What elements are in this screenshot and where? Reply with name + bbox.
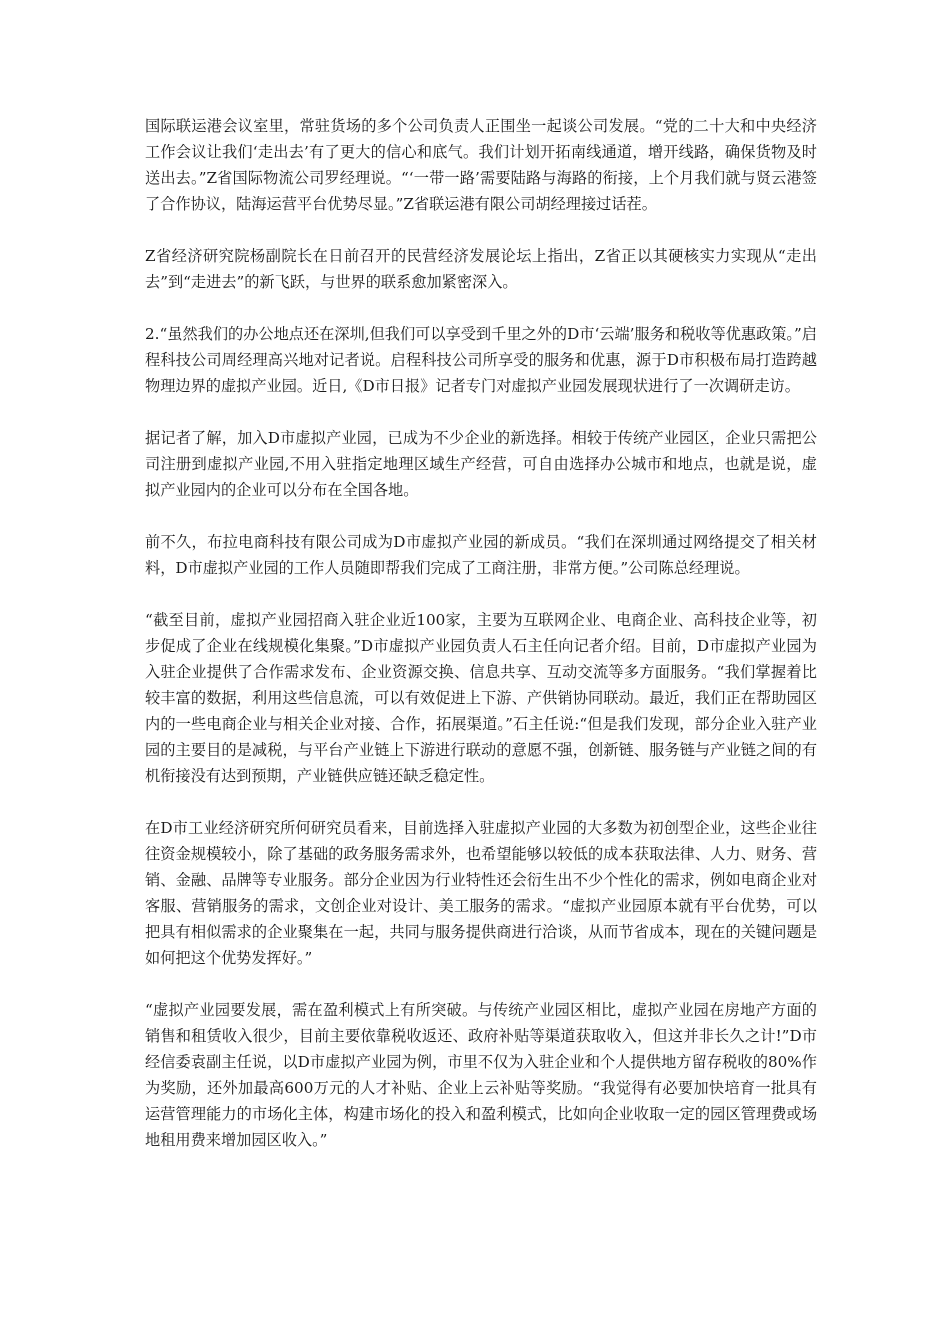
- paragraph-6: “截至目前，虚拟产业园招商入驻企业近100家，主要为互联网企业、电商企业、高科技企业等，初步促成了企业在线规模化集聚。”D市虚拟产业园负责人石主任向记者介绍。目前，D市虚拟产业园为入驻企业提供了合作需求发布、企业资源交换、信息共享、互动交流等多方面服务。“我们掌握着比较丰富的数据，利用这些信息流，可以有效促进上下游、产供销协同联动。最近，我们正在帮助园区内的一些电商企业与相关企业对接、合作，拓展渠道。”石主任说:“但是我们发现，部分企业入驻产业园的主要目的是减税，与平台产业链上下游进行联动的意愿不强，创新链、服务链与产业链之间的有机衔接没有达到预期，产业链供应链还缺乏稳定性。: [145, 611, 817, 785]
- paragraph-7: 在D市工业经济研究所何研究员看来，目前选择入驻虚拟产业园的大多数为初创型企业，这些企业往往资金规模较小，除了基础的政务服务需求外，也希望能够以较低的成本获取法律、人力、财务、营销、金融、品牌等专业服务。部分企业因为行业特性还会衍生出不少个性化的需求，例如电商企业对客服、营销服务的需求，文创企业对设计、美工服务的需求。“虚拟产业园原本就有平台优势，可以把具有相似需求的企业聚集在一起，共同与服务提供商进行洽谈，从而节省成本，现在的关键问题是如何把这个优势发挥好。”: [145, 819, 817, 967]
- paragraph-8: “虚拟产业园要发展，需在盈利模式上有所突破。与传统产业园区相比，虚拟产业园在房地产方面的销售和租赁收入很少，目前主要依靠税收返还、政府补贴等渠道获取收入，但这并非长久之计!”D市经信委袁副主任说，以D市虚拟产业园为例，市里不仅为入驻企业和个人提供地方留存税收的80%作为奖励，还外加最高600万元的人才补贴、企业上云补贴等奖励。“我觉得有必要加快培育一批具有运营管理能力的市场化主体，构建市场化的投入和盈利模式，比如向企业收取一定的园区管理费或场地租用费来增加园区收入。”: [145, 1001, 817, 1149]
- paragraph-2: Z省经济研究院杨副院长在日前召开的民营经济发展论坛上指出，Z省正以其硬核实力实现从“走出去”到“走进去”的新飞跃，与世界的联系愈加紧密深入。: [145, 247, 817, 291]
- paragraph-5: 前不久，布拉电商科技有限公司成为D市虚拟产业园的新成员。“我们在深圳通过网络提交了相关材料，D市虚拟产业园的工作人员随即帮我们完成了工商注册，非常方便。”公司陈总经理说。: [145, 533, 817, 577]
- document-body: [145, 113, 817, 1179]
- paragraph-1: 国际联运港会议室里，常驻货场的多个公司负责人正围坐一起谈公司发展。“党的二十大和中央经济工作会议让我们‘走出去’有了更大的信心和底气。我们计划开拓南线通道，增开线路，确保货物及时送出去。”Z省国际物流公司罗经理说。“‘一带一路’需要陆路与海路的衔接，上个月我们就与贤云港签了合作协议，陆海运营平台优势尽显。”Z省联运港有限公司胡经理接过话茬。: [145, 117, 817, 213]
- paragraph-3: 2.“虽然我们的办公地点还在深圳,但我们可以享受到千里之外的D市‘云端’服务和税收等优惠政策。”启程科技公司周经理高兴地对记者说。启程科技公司所享受的服务和优惠，源于D市积极布局打造跨越物理边界的虚拟产业园。近日,《D市日报》记者专门对虚拟产业园发展现状进行了一次调研走访。: [145, 325, 817, 395]
- paragraph-4: 据记者了解，加入D市虚拟产业园，已成为不少企业的新选择。相较于传统产业园区，企业只需把公司注册到虚拟产业园,不用入驻指定地理区域生产经营，可自由选择办公城市和地点，也就是说，虚拟产业园内的企业可以分布在全国各地。: [145, 429, 817, 499]
